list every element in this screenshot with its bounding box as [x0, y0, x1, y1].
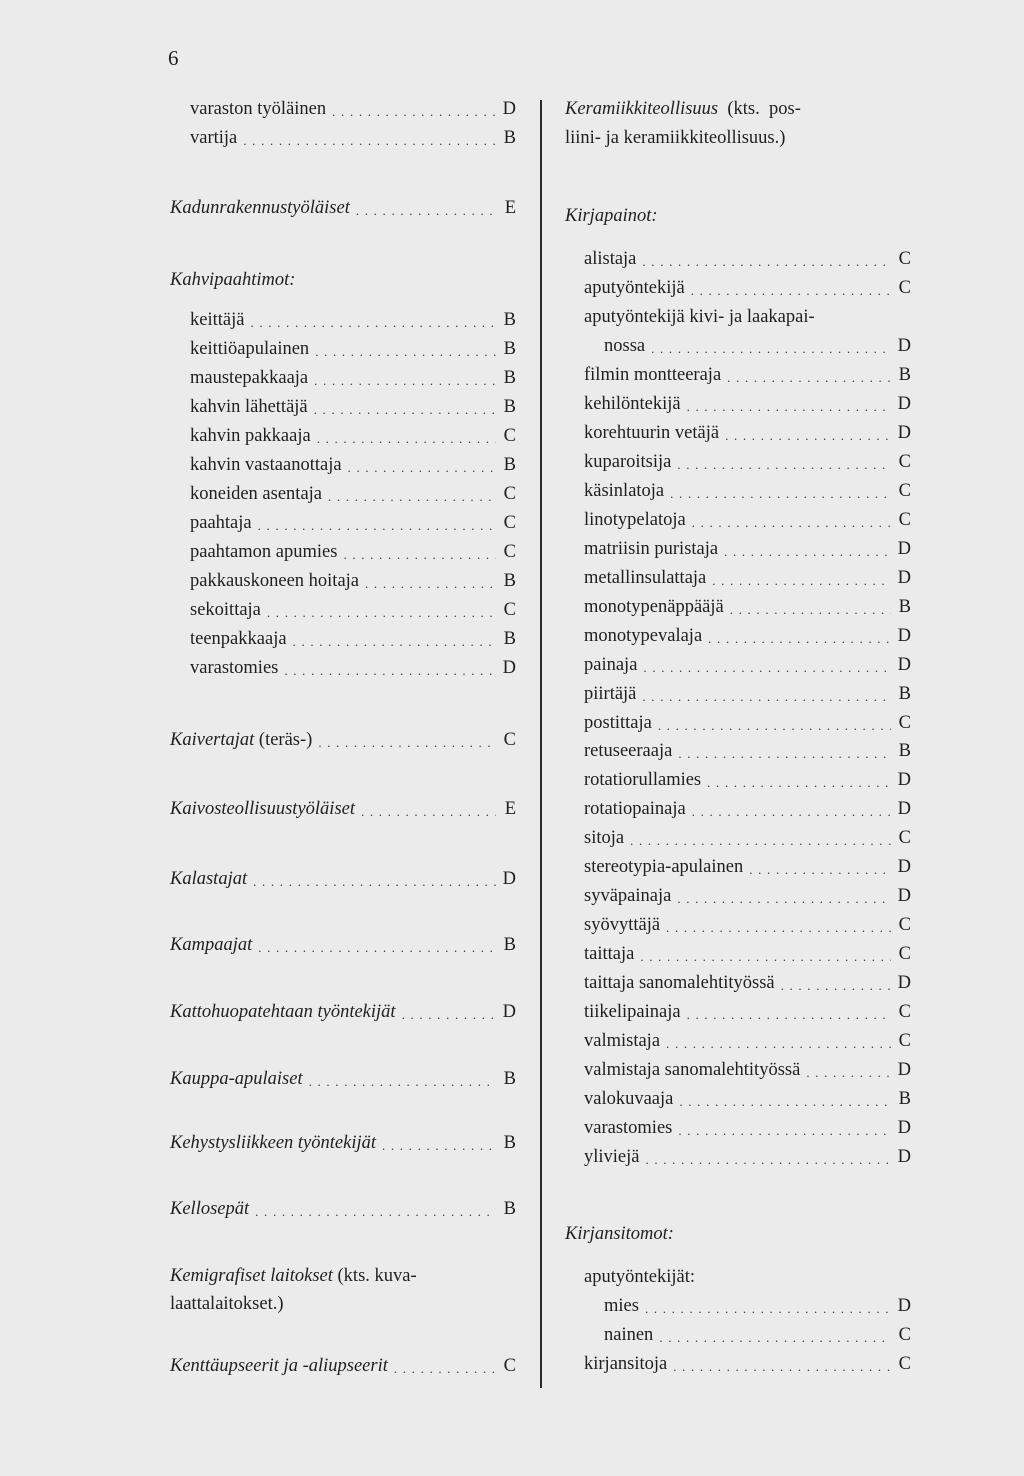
occupation-row — [565, 652, 911, 678]
grade-letter: B — [503, 1199, 516, 1219]
entry-label: taittaja — [584, 944, 635, 964]
dot-leader — [642, 693, 891, 701]
entry-label: paahtaja — [190, 513, 252, 533]
occupation-row — [565, 565, 911, 591]
dot-leader — [666, 1040, 891, 1048]
dot-leader — [781, 982, 891, 990]
occupation-row — [565, 796, 911, 822]
grade-letter: B — [503, 128, 516, 148]
entry-label-italic: Keramiikkiteollisuus — [565, 99, 719, 119]
grade-letter: C — [898, 249, 911, 269]
entry-label: piirtäjä — [584, 684, 637, 704]
entry-label: stereotypia-apulainen — [584, 857, 744, 877]
dot-leader — [645, 1156, 891, 1164]
occupation-row — [565, 767, 911, 793]
grade-letter: D — [502, 99, 516, 119]
occupation-row — [170, 597, 516, 623]
occupation-row — [170, 655, 516, 681]
dot-leader — [348, 464, 496, 472]
occupation-row — [565, 125, 911, 151]
dot-leader — [640, 953, 891, 961]
dot-leader — [687, 403, 891, 411]
occupation-row — [565, 449, 911, 475]
occupation-row — [565, 1086, 911, 1112]
grade-letter: D — [897, 655, 911, 675]
entry-label: varastomies — [584, 1118, 673, 1138]
grade-letter: C — [503, 484, 516, 504]
entry-label: alistaja — [584, 249, 637, 269]
dot-leader — [293, 638, 496, 646]
entry-label: maustepakkaaja — [190, 368, 309, 388]
entry-label: linotypelatoja — [584, 510, 686, 530]
entry-label: tiikelipainaja — [584, 1002, 681, 1022]
entry-label: valmistaja — [584, 1031, 661, 1051]
occupation-row — [565, 623, 911, 649]
dot-leader — [727, 374, 891, 382]
dot-leader — [356, 207, 496, 215]
occupation-row — [565, 825, 911, 851]
occupation-row — [565, 912, 911, 938]
dot-leader — [691, 287, 891, 295]
dot-leader — [670, 490, 891, 498]
dot-leader — [284, 667, 496, 675]
entry-label: taittaja sanomalehtityössä — [584, 973, 775, 993]
entry-label: Kirjansitomot: — [565, 1224, 674, 1244]
grade-letter: C — [898, 1325, 911, 1345]
dot-leader — [724, 548, 891, 556]
dot-leader — [314, 406, 496, 414]
grade-letter: D — [897, 1296, 911, 1316]
occupation-row — [565, 1057, 911, 1083]
grade-letter: D — [897, 973, 911, 993]
occupation-row — [170, 96, 516, 122]
grade-letter: B — [503, 339, 516, 359]
entry-label: varastomies — [190, 658, 279, 678]
occupation-row — [565, 275, 911, 301]
entry-label: nainen — [604, 1325, 654, 1345]
grade-letter: C — [503, 600, 516, 620]
entry-label: Kehystysliikkeen työntekijät — [170, 1133, 376, 1153]
entry-label — [565, 96, 801, 122]
dot-leader — [361, 808, 496, 816]
dot-leader — [365, 580, 496, 588]
occupation-row — [170, 365, 516, 391]
entry-label: Kauppa-apulaiset — [170, 1069, 303, 1089]
entry-label: aputyöntekijä kivi- ja laakapai- — [584, 307, 815, 327]
dot-leader — [315, 348, 496, 356]
occupation-row — [170, 481, 516, 507]
occupation-row — [170, 626, 516, 652]
occupation-row — [565, 536, 911, 562]
dot-leader — [643, 664, 891, 672]
grade-letter: C — [898, 713, 911, 733]
entry-label: paahtamon apumies — [190, 542, 338, 562]
category-heading — [170, 1066, 516, 1092]
occupation-row — [565, 941, 911, 967]
entry-label: Kattohuopatehtaan työntekijät — [170, 1002, 396, 1022]
entry-label: rotatiopainaja — [584, 799, 686, 819]
entry-label: Kahvipaahtimot: — [170, 270, 296, 290]
grade-letter: B — [898, 1089, 911, 1109]
occupation-row — [565, 420, 911, 446]
dot-leader — [806, 1069, 891, 1077]
column-divider — [540, 100, 542, 1388]
grade-letter: C — [898, 828, 911, 848]
grade-letter: C — [898, 944, 911, 964]
dot-leader — [630, 837, 891, 845]
grade-letter: C — [898, 481, 911, 501]
grade-letter: C — [898, 1031, 911, 1051]
grade-letter: C — [503, 730, 516, 750]
grade-letter: D — [502, 869, 516, 889]
entry-label-rest: (kts. kuva- — [332, 1266, 417, 1286]
dot-leader — [677, 895, 891, 903]
entry-label: monotypevalaja — [584, 626, 703, 646]
category-heading — [170, 1263, 516, 1289]
dot-leader — [318, 739, 496, 747]
grade-letter: E — [504, 198, 516, 218]
occupation-row — [565, 507, 911, 533]
dot-leader — [687, 1011, 891, 1019]
dot-leader — [679, 1098, 891, 1106]
grade-letter: D — [897, 1118, 911, 1138]
entry-label: kahvin vastaanottaja — [190, 455, 342, 475]
occupation-row — [565, 362, 911, 388]
grade-letter: B — [503, 629, 516, 649]
occupation-row — [170, 394, 516, 420]
grade-letter: B — [503, 571, 516, 591]
occupation-row — [170, 125, 516, 151]
occupation-row — [565, 1028, 911, 1054]
entry-label: aputyöntekijät: — [584, 1267, 695, 1287]
dot-leader — [243, 137, 496, 145]
dot-leader — [328, 493, 496, 501]
entry-label: postittaja — [584, 713, 652, 733]
category-heading — [565, 96, 911, 122]
occupation-row — [565, 391, 911, 417]
entry-label: filmin montteeraja — [584, 365, 722, 385]
grade-letter: B — [898, 597, 911, 617]
dot-leader — [712, 577, 891, 585]
dot-leader — [678, 750, 891, 758]
grade-letter: B — [503, 368, 516, 388]
entry-label: nossa — [604, 336, 646, 356]
dot-leader — [258, 944, 496, 952]
entry-label: kuparoitsija — [584, 452, 672, 472]
dot-leader — [255, 1208, 496, 1216]
entry-label-rest: (kts. pos- — [718, 99, 801, 119]
grade-letter: C — [898, 278, 911, 298]
entry-label: syväpainaja — [584, 886, 672, 906]
entry-label: aputyöntekijä — [584, 278, 685, 298]
occupation-row — [565, 478, 911, 504]
dot-leader — [317, 435, 496, 443]
dot-leader — [659, 1334, 891, 1342]
occupation-row — [565, 1144, 911, 1170]
entry-label: kehilöntekijä — [584, 394, 681, 414]
dot-leader — [692, 519, 891, 527]
occupation-row — [565, 883, 911, 909]
entry-label: Kirjapainot: — [565, 206, 658, 226]
dot-leader — [708, 635, 891, 643]
occupation-row — [170, 539, 516, 565]
grade-letter: D — [897, 770, 911, 790]
entry-label: korehtuurin vetäjä — [584, 423, 720, 443]
entry-label: kahvin lähettäjä — [190, 397, 308, 417]
entry-label-rest: (teräs-) — [254, 730, 313, 750]
entry-label — [170, 727, 312, 753]
grade-letter: B — [503, 935, 516, 955]
grade-letter: C — [503, 542, 516, 562]
entry-label: Kaivosteollisuustyöläiset — [170, 799, 355, 819]
dot-leader — [343, 551, 496, 559]
entry-label: pakkauskoneen hoitaja — [190, 571, 360, 591]
grade-letter: B — [503, 310, 516, 330]
grade-letter: D — [897, 394, 911, 414]
occupation-row — [565, 304, 911, 330]
dot-leader — [314, 377, 496, 385]
grade-letter: C — [503, 513, 516, 533]
dot-leader — [678, 1127, 891, 1135]
grade-letter: D — [502, 1002, 516, 1022]
occupation-row — [565, 854, 911, 880]
entry-label: painaja — [584, 655, 638, 675]
grade-letter: B — [898, 741, 911, 761]
entry-label: keittäjä — [190, 310, 245, 330]
grade-letter: D — [502, 658, 516, 678]
entry-label: Kenttäupseerit ja -aliupseerit — [170, 1356, 388, 1376]
grade-letter: C — [898, 1002, 911, 1022]
occupation-row — [565, 970, 911, 996]
occupation-row — [565, 999, 911, 1025]
entry-label: laattalaitokset.) — [170, 1294, 284, 1314]
occupation-row — [170, 452, 516, 478]
category-heading — [170, 1353, 516, 1379]
category-heading — [170, 267, 516, 293]
grade-letter: D — [897, 857, 911, 877]
page-number: 6 — [168, 46, 179, 70]
dot-leader — [642, 258, 891, 266]
dot-leader — [645, 1305, 891, 1313]
entry-label: Kellosepät — [170, 1199, 250, 1219]
dot-leader — [651, 345, 891, 353]
entry-label-italic: Kemigrafiset laitokset — [170, 1266, 333, 1286]
category-heading — [170, 195, 516, 221]
grade-letter: E — [504, 799, 516, 819]
occupation-row — [170, 510, 516, 536]
entry-label: keittiöapulainen — [190, 339, 310, 359]
dot-leader — [394, 1365, 496, 1373]
dot-leader — [707, 779, 891, 787]
category-heading — [170, 999, 516, 1025]
grade-letter: D — [897, 336, 911, 356]
grade-letter: D — [897, 626, 911, 646]
occupation-row — [565, 738, 911, 764]
entry-label: varaston työläinen — [190, 99, 327, 119]
occupation-row — [565, 1293, 911, 1319]
entry-label: käsinlatoja — [584, 481, 665, 501]
grade-letter: C — [898, 452, 911, 472]
occupation-row — [565, 594, 911, 620]
grade-letter: D — [897, 423, 911, 443]
grade-letter: B — [503, 1133, 516, 1153]
grade-letter: C — [898, 915, 911, 935]
entry-label: koneiden asentaja — [190, 484, 323, 504]
grade-letter: C — [898, 1354, 911, 1374]
dot-leader — [267, 609, 496, 617]
dot-leader — [332, 108, 496, 116]
entry-label: valokuvaaja — [584, 1089, 674, 1109]
grade-letter: B — [898, 684, 911, 704]
entry-label: teenpakkaaja — [190, 629, 287, 649]
entry-label: mies — [604, 1296, 639, 1316]
dot-leader — [658, 722, 891, 730]
dot-leader — [250, 319, 496, 327]
occupation-row — [565, 710, 911, 736]
entry-label: liini- ja keramiikkiteollisuus.) — [565, 128, 786, 148]
entry-label-italic: Kaivertajat — [170, 730, 255, 750]
occupation-row — [565, 1115, 911, 1141]
dot-leader — [309, 1078, 496, 1086]
occupation-row — [170, 307, 516, 333]
entry-label: kahvin pakkaaja — [190, 426, 311, 446]
dot-leader — [677, 461, 891, 469]
category-heading — [170, 866, 516, 892]
category-heading — [170, 727, 516, 753]
occupation-row — [565, 1322, 911, 1348]
dot-leader — [749, 866, 891, 874]
grade-letter: D — [897, 799, 911, 819]
grade-letter: B — [503, 397, 516, 417]
entry-label: sitoja — [584, 828, 625, 848]
occupation-row — [565, 1264, 911, 1290]
entry-label — [170, 1263, 417, 1289]
dot-leader — [382, 1142, 496, 1150]
dot-leader — [253, 878, 496, 886]
occupation-row — [170, 423, 516, 449]
grade-letter: D — [897, 539, 911, 559]
occupation-row — [565, 681, 911, 707]
entry-label: Kalastajat — [170, 869, 248, 889]
entry-label: monotypenäppääjä — [584, 597, 724, 617]
entry-label: kirjansitoja — [584, 1354, 668, 1374]
category-heading — [170, 1196, 516, 1222]
dot-leader — [402, 1011, 496, 1019]
entry-label: Kampaajat — [170, 935, 253, 955]
dot-leader — [692, 808, 891, 816]
grade-letter: B — [898, 365, 911, 385]
occupation-row — [170, 1291, 516, 1317]
occupation-row — [565, 333, 911, 359]
entry-label: metallinsulattaja — [584, 568, 707, 588]
dot-leader — [258, 522, 496, 530]
occupation-row — [170, 568, 516, 594]
entry-label: Kadunrakennustyöläiset — [170, 198, 350, 218]
occupation-row — [565, 246, 911, 272]
entry-label: vartija — [190, 128, 238, 148]
grade-letter: D — [897, 886, 911, 906]
grade-letter: C — [503, 1356, 516, 1376]
category-heading — [170, 796, 516, 822]
grade-letter: D — [897, 1147, 911, 1167]
grade-letter: C — [503, 426, 516, 446]
entry-label: rotatiorullamies — [584, 770, 702, 790]
category-heading — [170, 1130, 516, 1156]
dot-leader — [725, 432, 891, 440]
grade-letter: D — [897, 568, 911, 588]
category-heading — [565, 203, 911, 229]
category-heading — [170, 932, 516, 958]
entry-label: retuseeraaja — [584, 741, 673, 761]
occupation-row — [170, 336, 516, 362]
grade-letter: D — [897, 1060, 911, 1080]
grade-letter: C — [898, 510, 911, 530]
occupation-row — [565, 1351, 911, 1377]
entry-label: yliviejä — [584, 1147, 640, 1167]
grade-letter: B — [503, 455, 516, 475]
entry-label: valmistaja sanomalehtityössä — [584, 1060, 801, 1080]
entry-label: syövyttäjä — [584, 915, 661, 935]
dot-leader — [666, 924, 891, 932]
grade-letter: B — [503, 1069, 516, 1089]
entry-label: sekoittaja — [190, 600, 261, 620]
entry-label: matriisin puristaja — [584, 539, 719, 559]
dot-leader — [730, 606, 891, 614]
category-heading — [565, 1221, 911, 1247]
dot-leader — [673, 1363, 891, 1371]
